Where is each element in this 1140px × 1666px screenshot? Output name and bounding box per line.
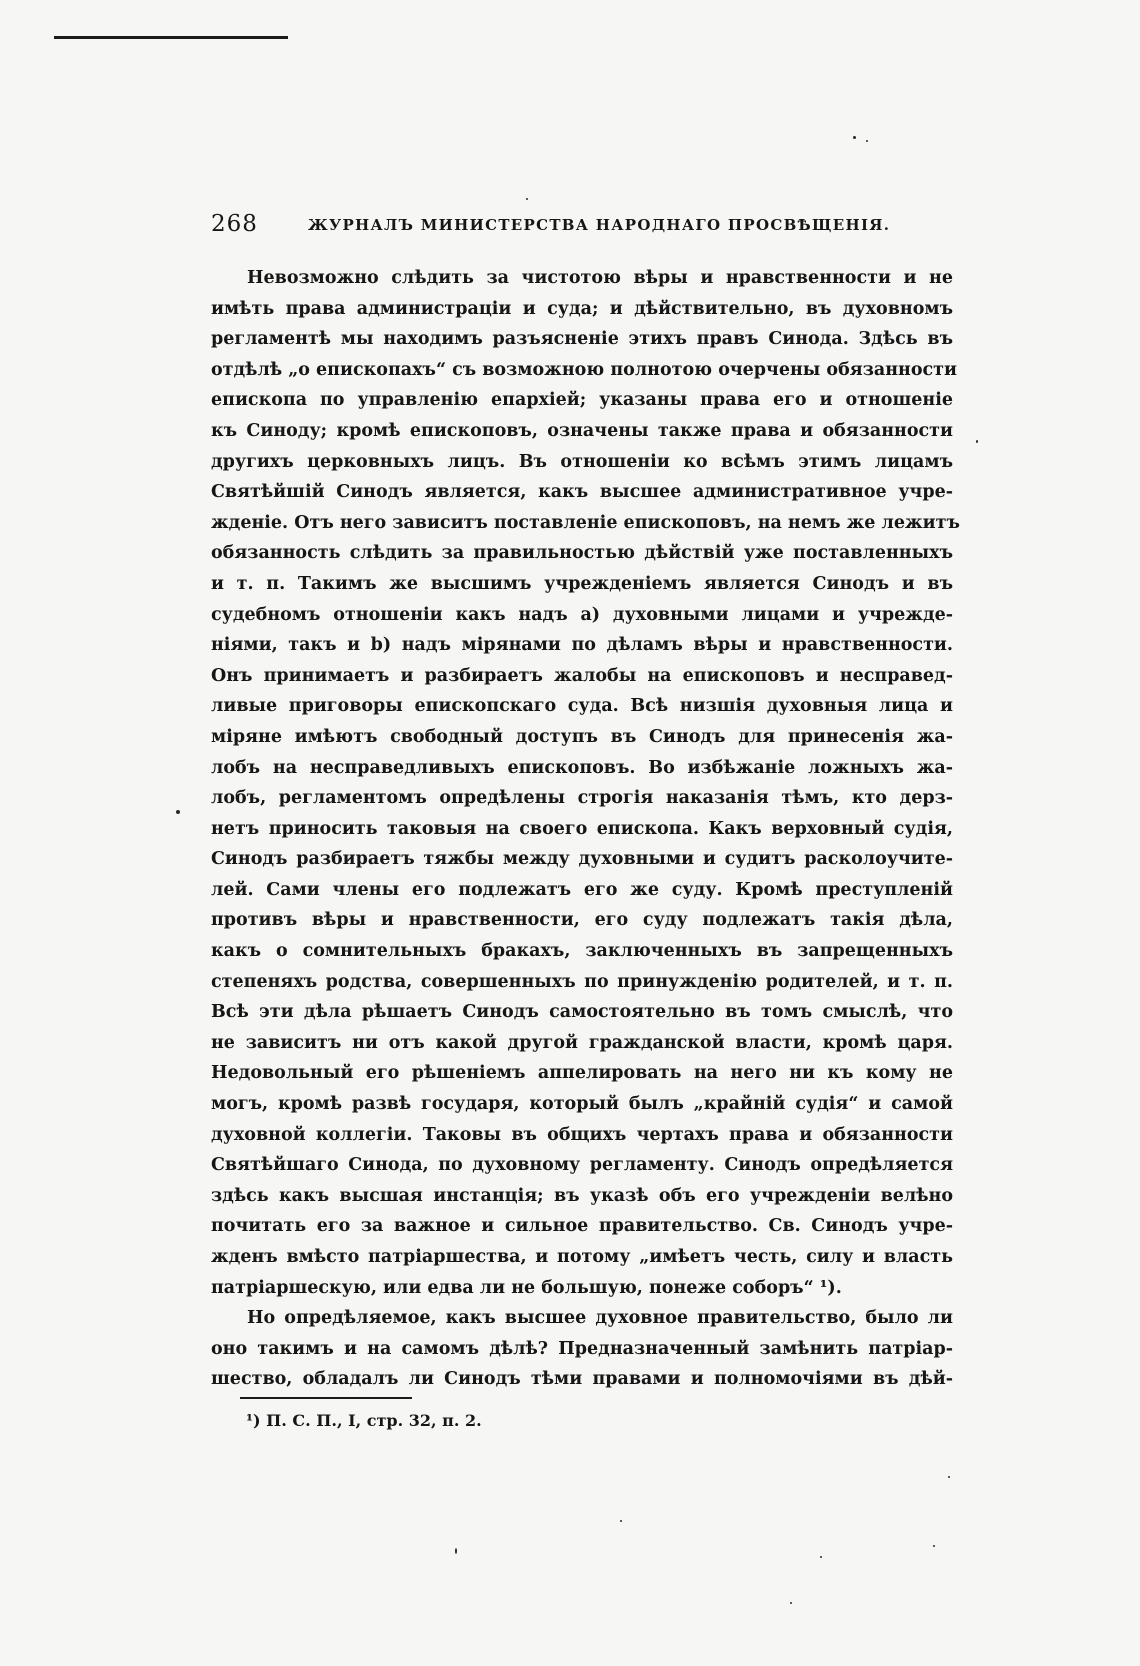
ink-speck bbox=[866, 140, 868, 142]
page-number: 268 bbox=[211, 211, 258, 237]
ink-speck bbox=[976, 440, 978, 443]
footnote-rule bbox=[240, 1397, 412, 1399]
text-line: нетъ приносить таковыя на своего епископа. Какъ верховный судія, bbox=[211, 818, 953, 839]
text-line: Невозможно слѣдить за чистотою вѣры и нравственности и не bbox=[247, 268, 953, 288]
text-line: степеняхъ родства, совершенныхъ по принужденію родителей, и т. п. bbox=[211, 971, 953, 992]
text-line: другихъ церковныхъ лицъ. Въ отношеніи ко всѣмъ этимъ лицамъ bbox=[211, 451, 953, 472]
page-header bbox=[211, 211, 951, 241]
text-line: лобъ, регламентомъ опредѣлены строгія наказанія тѣмъ, кто дерз- bbox=[211, 788, 953, 809]
ink-speck bbox=[948, 1476, 950, 1478]
top-rule bbox=[54, 36, 288, 39]
text-line: могъ, кромѣ развѣ государя, который былъ „крайній судія“ и самой bbox=[211, 1094, 953, 1115]
text-line: жденъ вмѣсто патріаршества, и потому „имѣетъ честь, силу и власть bbox=[211, 1247, 953, 1267]
text-line: какъ о сомнительныхъ бракахъ, заключенныхъ въ запрещенныхъ bbox=[211, 941, 953, 962]
text-line: ливые приговоры епископскаго суда. Всѣ низшія духовныя лица и bbox=[211, 696, 953, 717]
text-line: и т. п. Такимъ же высшимъ учрежденіемъ является Синодъ и въ bbox=[211, 573, 953, 594]
text-line: Синодъ разбираетъ тяжбы между духовными и судитъ расколоучите- bbox=[211, 849, 953, 870]
text-line: жденіе. Отъ него зависитъ поставленіе епископовъ, на немъ же лежитъ bbox=[211, 512, 960, 533]
text-line: лобъ на несправедливыхъ епископовъ. Во избѣжаніе ложныхъ жа- bbox=[211, 757, 953, 778]
text-line: къ Синоду; кромѣ епископовъ, означены также права и обязанности bbox=[211, 420, 953, 441]
text-line: Всѣ эти дѣла рѣшаетъ Синодъ самостоятельно въ томъ смыслѣ, что bbox=[211, 1002, 953, 1023]
text-line: духовной коллегіи. Таковы въ общихъ чертахъ права и обязанности bbox=[211, 1124, 953, 1145]
ink-speck bbox=[790, 1602, 792, 1604]
text-line: отдѣлѣ „о епископахъ“ съ возможною полнотою очерчены обязанности bbox=[211, 359, 957, 380]
text-line: Но опредѣляемое, какъ высшее духовное правительство, было ли bbox=[247, 1308, 953, 1329]
text-line: здѣсь какъ высшая инстанція; въ указѣ объ его учрежденіи велѣно bbox=[211, 1185, 953, 1206]
text-line: лей. Сами члены его подлежатъ его же суду. Кромѣ преступленій bbox=[211, 879, 953, 900]
text-line: имѣть права администраціи и суда; и дѣйствительно, въ духовномъ bbox=[211, 298, 953, 319]
ink-speck bbox=[620, 1520, 622, 1522]
text-line: не зависитъ ни отъ какой другой гражданской власти, кромѣ царя. bbox=[211, 1032, 953, 1053]
text-line: шество, обладалъ ли Синодъ тѣми правами и полномочіями въ дѣй- bbox=[211, 1369, 953, 1390]
text-line: оно такимъ и на самомъ дѣлѣ? Предназначенный замѣнить патріар- bbox=[211, 1338, 953, 1359]
text-line: ніями, такъ и b) надъ міpянами по дѣламъ вѣры и нравственности. bbox=[211, 635, 953, 656]
text-line: противъ вѣры и нравственности, его суду подлежатъ такія дѣла, bbox=[211, 910, 953, 931]
text-line: епископа по управленію епархіей; указаны права его и отношеніе bbox=[211, 390, 953, 411]
footnote: ¹) П. С. П., I, стр. 32, п. 2. bbox=[246, 1411, 482, 1430]
text-line: патріаршескую, или едва ли не большую, понеже соборъ“ ¹). bbox=[211, 1277, 842, 1298]
text-line: міряне имѣютъ свободный доступъ въ Синодъ для принесенія жа- bbox=[211, 726, 953, 747]
body-text bbox=[211, 263, 960, 1395]
running-head: ЖУРНАЛЪ МИНИСТЕРСТВА НАРОДНАГО ПРОСВѢЩЕНІЯ. bbox=[308, 216, 891, 234]
text-line: Святѣйшаго Синода, по духовному регламенту. Синодъ опредѣляется bbox=[211, 1155, 953, 1176]
ink-speck bbox=[820, 1556, 822, 1558]
text-line: Святѣйшій Синодъ является, какъ высшее административное учре- bbox=[211, 482, 953, 503]
text-line: почитать его за важное и сильное правительство. Св. Синодъ учре- bbox=[211, 1216, 953, 1237]
text-line: Онъ принимаетъ и разбираетъ жалобы на епископовъ и несправед- bbox=[211, 665, 953, 686]
text-line: Недовольный его рѣшеніемъ аппелировать на него ни къ кому не bbox=[211, 1063, 953, 1084]
text-line: обязанность слѣдить за правильностью дѣйствій уже поставленныхъ bbox=[211, 543, 953, 564]
text-line: судебномъ отношеніи какъ надъ а) духовными лицами и учрежде- bbox=[211, 604, 953, 625]
text-line: регламентѣ мы находимъ разъясненіе этихъ правъ Синода. Здѣсь въ bbox=[211, 329, 953, 350]
ink-speck bbox=[526, 198, 528, 200]
ink-speck bbox=[933, 1545, 935, 1547]
ink-speck bbox=[455, 1548, 457, 1554]
ink-speck bbox=[176, 810, 180, 814]
ink-speck bbox=[853, 136, 856, 139]
